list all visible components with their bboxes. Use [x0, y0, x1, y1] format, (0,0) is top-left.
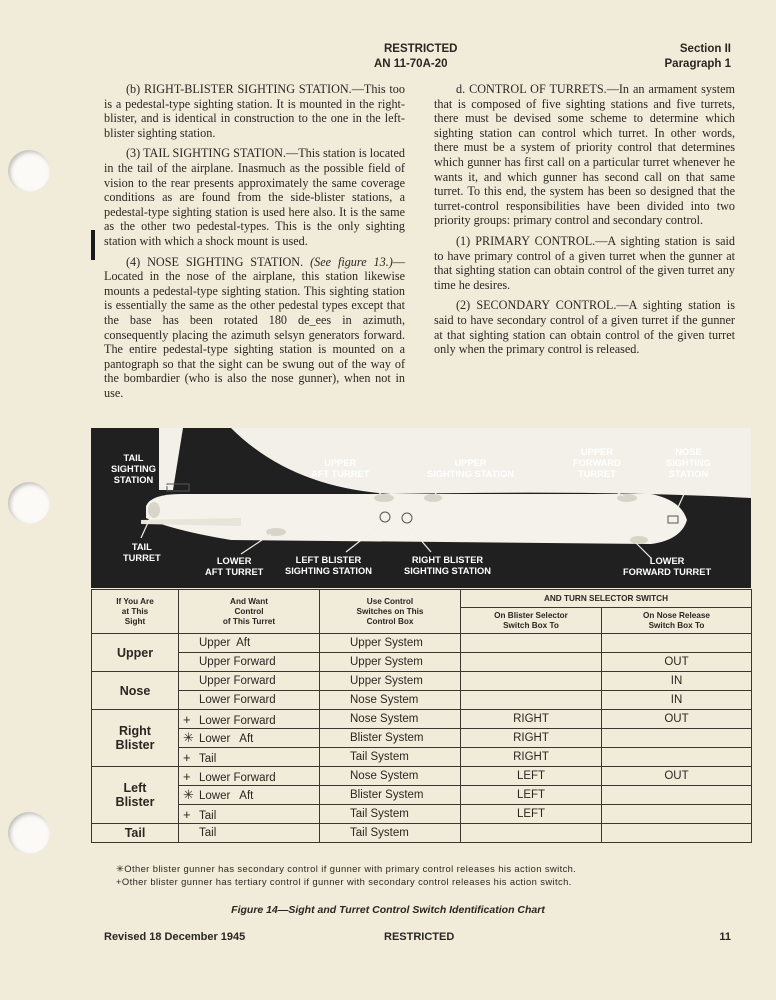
chart-body [92, 634, 752, 843]
binder-hole-bottom [8, 812, 50, 854]
table-row [92, 710, 752, 729]
nose-cell: OUT [602, 767, 752, 786]
revision-bar [91, 230, 95, 260]
blister-cell [461, 672, 602, 691]
switch-cell: Blister System [320, 729, 461, 748]
label-upper-aft-turret: UPPER AFT TURRET [311, 458, 370, 479]
paragraph-control-of-turrets: d. CONTROL OF TURRETS.—In an armament system that is composed of five sighting stations and five turrets, there must be devised some scheme to determine which sighting station can control which turret. In other words, there must be a system of priority control that determines which gunner has first call on a particular turret whenever he wants it, and which gunner has second call on that same turret. To this end, the system has been so designed that the turret-control responsibilities have been divided into two priority groups: primary control and secondary control. [434, 82, 735, 228]
blister-cell: RIGHT [461, 729, 602, 748]
right-column [434, 82, 735, 363]
turret-name: Tail [199, 752, 217, 765]
nose-cell [602, 729, 752, 748]
priority-symbol: + [183, 768, 191, 784]
blister-cell: RIGHT [461, 748, 602, 767]
label-left-blister-sighting-station: LEFT BLISTER SIGHTING STATION [285, 555, 372, 576]
nose-cell: IN [602, 672, 752, 691]
blister-cell [461, 634, 602, 653]
turret-name: Lower Forward [199, 771, 276, 784]
turret-name: Lower Aft [199, 733, 254, 745]
nose-cell [602, 805, 752, 824]
binder-hole-top [8, 150, 50, 192]
switch-cell: Tail System [320, 748, 461, 767]
sight-cell: Left Blister [92, 767, 179, 824]
blister-cell: RIGHT [461, 710, 602, 729]
table-row [92, 824, 752, 843]
switch-cell: Upper System [320, 653, 461, 672]
nose-cell: OUT [602, 710, 752, 729]
turret-cell [179, 691, 320, 710]
turret-name: Upper Forward [199, 675, 276, 687]
turret-name: Upper Aft [199, 637, 251, 649]
paragraph-nose-sighting: (4) NOSE SIGHTING STATION. (See figure 13.)—Located in the nose of the airplane, this station likewise mounts a pedestal-type sighting station. This sighting station is essentially the same as the other pedestal types except that the base has been rotated 180 de_ees in azimuth, consequently placing the azimuth selsyn generators forward. The entire pedestal-type sighting station is mounted on a pantograph so that the sight can be swung out of the way of the bombardier (who is also the nose gunner), when not in use. [104, 254, 405, 400]
label-tail-sighting-station: TAIL SIGHTING STATION [111, 453, 156, 485]
airplane-figure [91, 428, 751, 588]
table-row [92, 634, 752, 653]
blister-cell: LEFT [461, 767, 602, 786]
label-upper-forward-turret: UPPER FORWARD TURRET [573, 447, 621, 479]
blister-cell: LEFT [461, 805, 602, 824]
table-row [92, 786, 752, 805]
label-lower-aft-turret: LOWER AFT TURRET [205, 556, 264, 577]
label-lower-forward-turret: LOWER FORWARD TURRET [623, 556, 712, 577]
turret-cell [179, 729, 320, 748]
nose-cell: OUT [602, 653, 752, 672]
sight-cell: Nose [92, 672, 179, 710]
switch-cell: Tail System [320, 824, 461, 843]
table-row [92, 672, 752, 691]
col-header-sight: If You Are at This Sight [92, 590, 179, 634]
paragraph-right-blister: (b) RIGHT-BLISTER SIGHTING STATION.—This too is a pedestal-type sighting station. It is mounted in the right-blister, and is identical in construction to the one in the left-blister sighting station. [104, 82, 405, 140]
label-nose-sighting-station: NOSE SIGHTING STATION [666, 447, 711, 479]
paragraph-tail-sighting: (3) TAIL SIGHTING STATION.—This station is located in the tail of the airplane. Inasmuch as the possible field of vision to the rear presents approximately the same coverage conditions as are found from the side-blister stations, a pedestal-type sighting station is used here also. It is the same as the other two pedestal-types. This is the only sighting station with which a shock mount is used. [104, 146, 405, 248]
turret-cell [179, 634, 320, 653]
turret-control-chart [91, 589, 752, 843]
sight-cell: Tail [92, 824, 179, 843]
header-doc-number: AN 11-70A-20 [374, 58, 448, 70]
switch-cell: Nose System [320, 710, 461, 729]
table-row [92, 729, 752, 748]
switch-cell: Nose System [320, 691, 461, 710]
footer-revised: Revised 18 December 1945 [104, 931, 246, 943]
label-upper-sighting-station: UPPER SIGHTING STATION [427, 458, 514, 479]
switch-cell: Upper System [320, 672, 461, 691]
nose-cell: IN [602, 691, 752, 710]
switch-cell: Tail System [320, 805, 461, 824]
turret-cell [179, 767, 320, 786]
turret-cell [179, 710, 320, 729]
note-asterisk: ✳Other blister gunner has secondary control if gunner with primary control releases his action switch. [116, 863, 577, 874]
paragraph-secondary-control: (2) SECONDARY CONTROL.—A sighting station is said to have secondary control of a given turret if the gunner at that sighting station can obtain control of the given turret only when the primary control is released. [434, 298, 735, 357]
nose-cell [602, 748, 752, 767]
col-header-selector-group: AND TURN SELECTOR SWITCH [461, 590, 752, 608]
nose-cell [602, 634, 752, 653]
priority-symbol: + [183, 749, 191, 765]
table-row [92, 767, 752, 786]
table-row [92, 691, 752, 710]
turret-name: Tail [199, 827, 217, 839]
turret-cell [179, 786, 320, 805]
blister-cell: LEFT [461, 786, 602, 805]
label-tail-turret: TAIL TURRET [123, 542, 161, 563]
header-section: Section II [679, 43, 731, 55]
label-right-blister-sighting-station: RIGHT BLISTER SIGHTING STATION [404, 555, 491, 576]
turret-name: Lower Forward [199, 694, 276, 706]
turret-name: Upper Forward [199, 656, 276, 668]
turret-cell [179, 748, 320, 767]
left-column [104, 82, 405, 406]
sight-cell: Right Blister [92, 710, 179, 767]
turret-name: Lower Forward [199, 714, 276, 727]
col-header-nose: On Nose Release Switch Box To [602, 608, 752, 634]
turret-cell [179, 672, 320, 691]
turret-name: Tail [199, 809, 217, 822]
col-header-turret: And Want Control of This Turret [179, 590, 320, 634]
priority-symbol: ✳ [183, 730, 194, 745]
binder-hole-middle [8, 482, 50, 524]
sight-cell: Upper [92, 634, 179, 672]
note-plus: +Other blister gunner has tertiary control if gunner with secondary control releases his action switch. [116, 876, 572, 887]
table-row [92, 653, 752, 672]
switch-cell: Blister System [320, 786, 461, 805]
turret-cell [179, 805, 320, 824]
nose-cell [602, 824, 752, 843]
turret-cell [179, 824, 320, 843]
header-restricted: RESTRICTED [384, 43, 458, 55]
paragraph-primary-control: (1) PRIMARY CONTROL.—A sighting station is said to have primary control of a given turret when the gunner at that sighting station can obtain control of the given turret any time he desires. [434, 233, 736, 292]
switch-cell: Nose System [320, 767, 461, 786]
table-row [92, 805, 752, 824]
header-paragraph: Paragraph 1 [664, 58, 731, 70]
priority-symbol: ✳ [183, 787, 194, 802]
col-header-blister: On Blister Selector Switch Box To [461, 608, 602, 634]
blister-cell [461, 653, 602, 672]
priority-symbol: + [183, 711, 191, 727]
blister-cell [461, 824, 602, 843]
priority-symbol: + [183, 806, 191, 822]
blister-cell [461, 691, 602, 710]
figure-caption: Figure 14—Sight and Turret Control Switch Identification Chart [231, 904, 545, 916]
turret-cell [179, 653, 320, 672]
switch-cell: Upper System [320, 634, 461, 653]
table-row [92, 748, 752, 767]
nose-cell [602, 786, 752, 805]
turret-name: Lower Aft [199, 790, 254, 802]
footer-restricted: RESTRICTED [384, 931, 455, 943]
page-number: 11 [719, 931, 731, 943]
col-header-switches: Use Control Switches on This Control Box [320, 590, 461, 634]
